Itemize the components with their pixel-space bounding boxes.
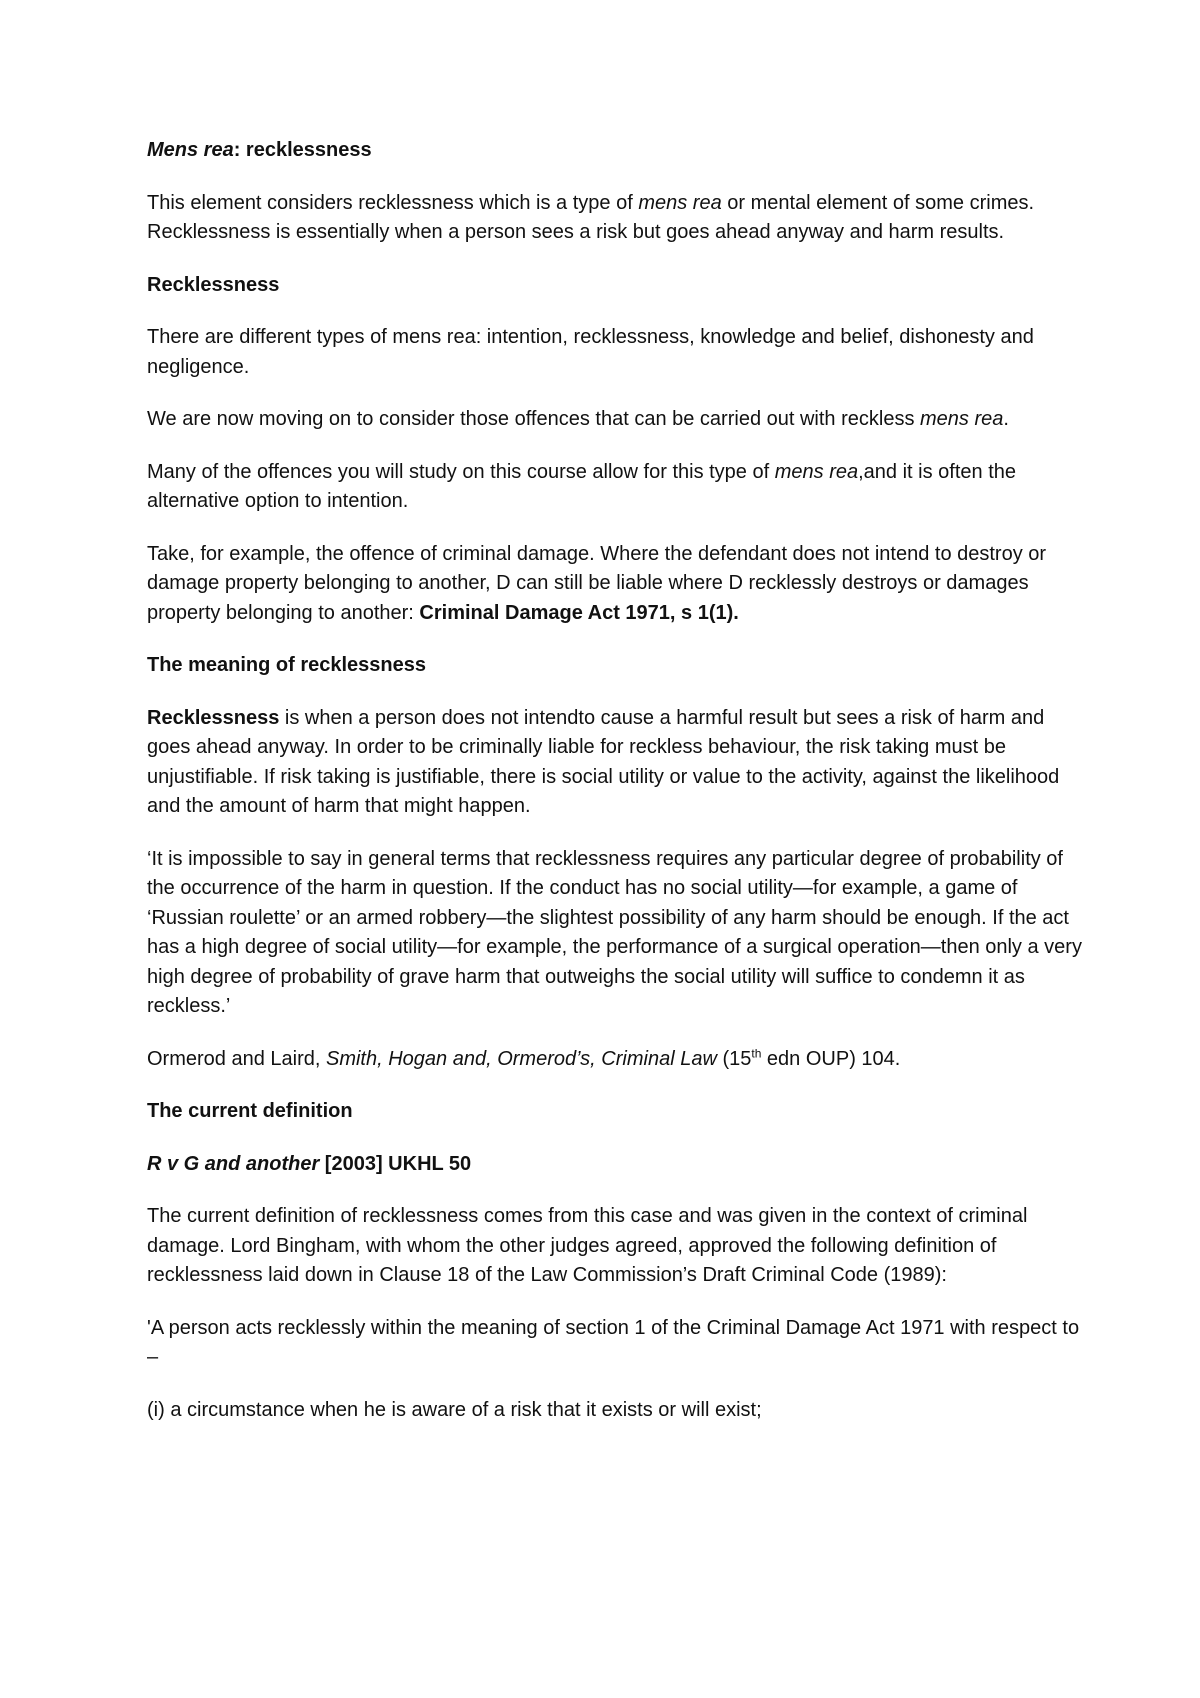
text-run: (15: [716, 1047, 752, 1070]
current-definition-paragraph: The current definition of recklessness comes from this case and was given in the context of criminal damage. Lord Bingham, with whom the other judges agreed, approved the following definition of recklessness laid down in Clause 18 of the Law Commission’s Draft Criminal Code (1989):: [147, 1205, 1028, 1286]
bold-term: Recklessness: [147, 706, 280, 729]
italic-term: mens rea: [774, 460, 859, 483]
clause-item-i: (i) a circumstance when he is aware of a risk that it exists or will exist;: [147, 1398, 762, 1421]
case-citation: [2003] UKHL 50: [319, 1152, 472, 1175]
text-run: We are now moving on to consider those offences that can be carried out with reckless: [147, 408, 921, 430]
title-rest-part: : recklessness: [233, 139, 372, 161]
heading-text: The meaning of recklessness: [147, 654, 427, 676]
text-run: Ormerod and Laird,: [147, 1047, 326, 1070]
offences-paragraph: [147, 458, 1087, 517]
text-run: This element considers recklessness which is a type of: [147, 191, 639, 214]
case-name: R v G and another: [147, 1152, 320, 1175]
document-page: [147, 136, 1087, 1448]
text-run: is when a person does not intendto cause a harmful result but sees a risk of harm and goes ahead anyway. In order to be criminally liable for reckless behaviour, the risk taking must be unjustifiable. If risk taking is justifiable, there is social utility or value to the activity, against the likelihood and the amount of harm that might happen.: [147, 706, 1060, 817]
document-title: [147, 136, 1087, 166]
superscript: th: [751, 1045, 762, 1060]
heading-meaning: [147, 651, 1087, 681]
italic-term: mens rea: [920, 408, 1004, 430]
italic-term: mens rea: [638, 191, 722, 214]
heading-recklessness: [147, 271, 1087, 301]
text-run: edn OUP) 104.: [761, 1047, 901, 1070]
text-run: .: [1003, 408, 1009, 430]
intro-paragraph: [147, 189, 1087, 248]
types-paragraph: There are different types of mens rea: intention, recklessness, knowledge and belief, dishonesty and negligence.: [147, 326, 1034, 378]
heading-current-definition: [147, 1097, 1087, 1127]
statute-reference: Criminal Damage Act 1971, s 1(1).: [419, 601, 739, 624]
text-run: Take, for example, the offence of criminal damage. Where the defendant does not intend to destroy or damage property belonging to another, D can still be liable where D recklessly destroys or damages property belonging to another:: [147, 542, 1047, 624]
moving-on-paragraph: [147, 405, 1087, 435]
heading-text: Recklessness: [147, 273, 280, 296]
case-heading: [147, 1150, 1087, 1180]
quote-paragraph: ‘It is impossible to say in general terms that recklessness requires any particular degree of probability of the occurrence of the harm in question. If the conduct has no social utility—for example, a game of ‘Russian roulette’ or an armed robbery—the slightest possibility of any harm should be enough. If the act has a high degree of social utility—for example, the performance of a surgical operation—then only a very high degree of probability of grave harm that outweighs the social utility will suffice to condemn it as reckless.’: [147, 847, 1082, 1017]
citation-paragraph: [147, 1045, 1087, 1075]
text-run: or mental element of some crimes. Recklessness is essentially when a person sees a risk but goes ahead anyway and harm results.: [147, 191, 1035, 243]
criminal-damage-paragraph: [147, 540, 1087, 629]
text-run: Many of the offences you will study on this course allow for this type of: [147, 460, 775, 483]
book-title: Smith, Hogan and, Ormerod’s, Criminal Law: [325, 1047, 717, 1070]
definition-paragraph: [147, 704, 1087, 822]
title-italic-part: Mens rea: [147, 139, 234, 161]
clause-intro-paragraph: 'A person acts recklessly within the meaning of section 1 of the Criminal Damage Act 1971 with respect to –: [147, 1316, 1080, 1368]
text-run: ,and it is often the alternative option to intention.: [147, 460, 1016, 512]
heading-text: The current definition: [147, 1100, 353, 1122]
